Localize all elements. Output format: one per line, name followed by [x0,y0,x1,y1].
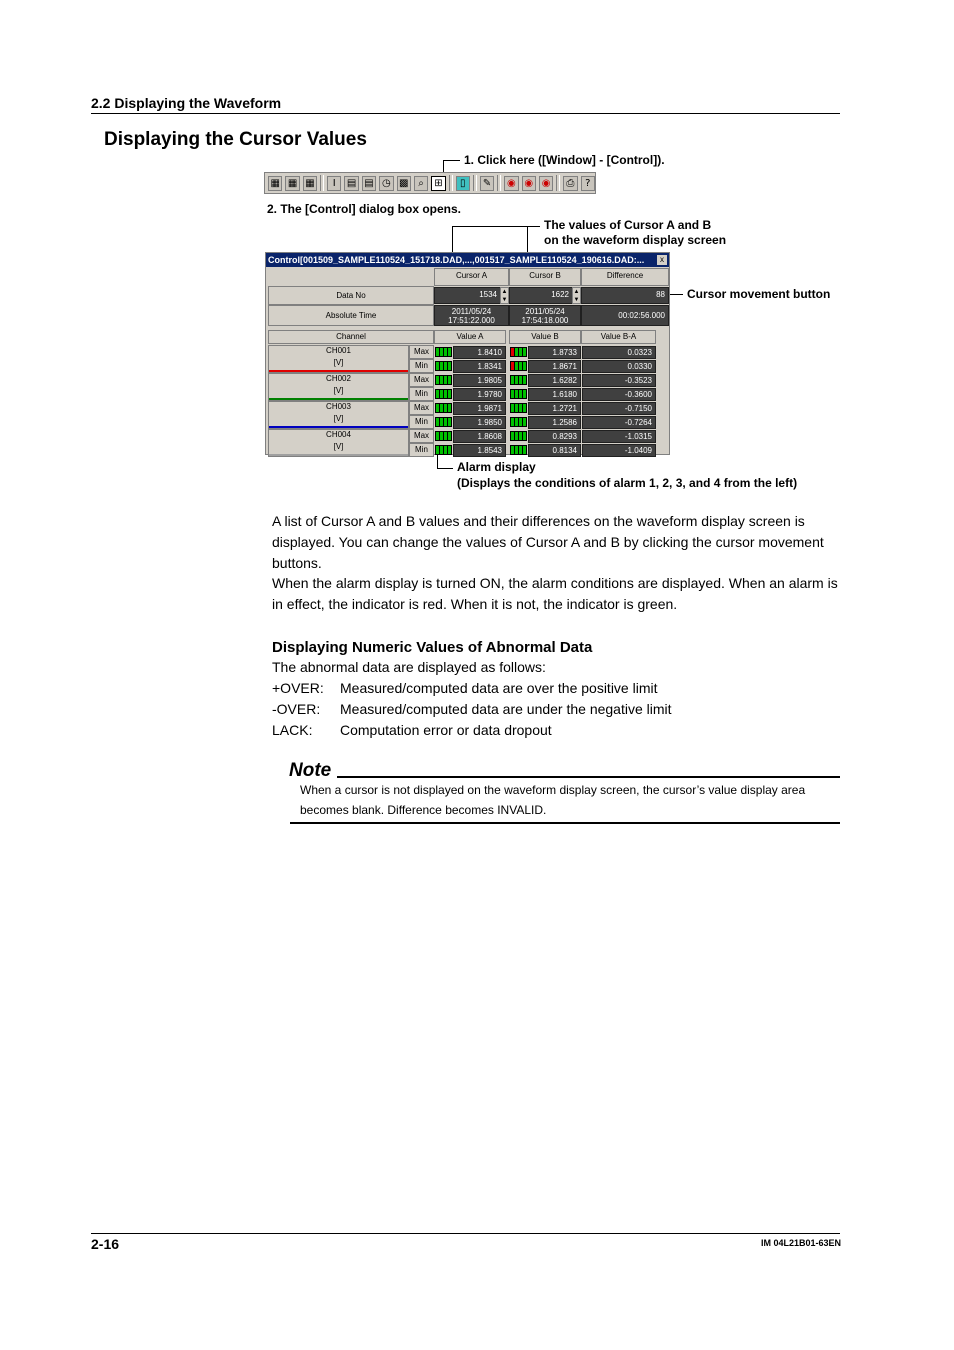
alarm-indicator-a [435,431,452,441]
abnormal-term: LACK: [272,722,313,738]
channel-name: CH004 [326,430,351,439]
max-label: Max [409,429,434,443]
value-a: 1.8608 [453,430,506,443]
min-label: Min [409,387,434,401]
layout-3-icon[interactable]: ▦ [303,176,317,191]
value-diff: -0.7264 [582,416,656,429]
abs-time-b-time: 17:54:18.000 [521,316,569,325]
callout-cursor-values-2: on the waveform display screen [544,233,727,247]
max-label: Max [409,373,434,387]
layout-1-icon[interactable]: ▦ [268,176,282,191]
value-a: 1.9805 [453,374,506,387]
page-title: Displaying the Cursor Values [104,129,367,150]
control-window-icon[interactable]: ⊞ [431,176,445,191]
value-a: 1.8341 [453,360,506,373]
note-top-rule [337,776,840,778]
col-header-difference: Difference [581,268,669,286]
abnormal-term: -OVER: [272,701,321,717]
note-text: When a cursor is not displayed on the waveform display screen, the cursor’s value display area becomes blank. Difference becomes INVALID. [300,783,806,817]
value-diff: 0.0323 [582,346,656,359]
value-diff: -0.7150 [582,402,656,415]
paragraph-2: When the alarm display is turned ON, the alarm conditions are displayed. When an alarm is in effect, the indicator is red. When it is not, the indicator is green. [272,575,838,612]
alarm-indicator-a [435,375,452,385]
cursor-a-spin-button[interactable]: ▲ ▼ [501,289,508,303]
abnormal-desc: Measured/computed data are over the positive limit [340,680,658,696]
doc-number: IM 04L21B01-63EN [760,1238,841,1248]
toolbar-separator [473,175,477,191]
abs-time-a-time: 17:51:22.000 [448,316,495,325]
channel-color-line [269,454,408,456]
alarm-indicator-a [435,389,452,399]
channel-name: CH001 [326,346,351,355]
footer-rule [91,1233,840,1234]
abs-time-b-date: 2011/05/24 [525,307,565,316]
value-diff: 0.0330 [582,360,656,373]
abnormal-item [272,678,844,699]
alarm-indicator-a [435,403,452,413]
abnormal-desc: Measured/computed data are under the negative limit [340,701,672,717]
abnormal-item [272,720,844,741]
callout-step1: 1. Click here ([Window] - [Control]). [464,153,665,167]
abs-time-a-date: 2011/05/24 [451,307,492,316]
note-bottom-rule [290,822,840,824]
dialog-title: Control[001509_SAMPLE110524_151718.DAD,...,001517_SAMPLE110524_190616.DAD:... [266,253,669,267]
toolbar [264,172,596,194]
abs-time-b [509,305,581,326]
alarm-indicator-b [510,361,527,371]
header-rule [91,113,840,114]
max-label: Max [409,345,434,359]
callout-cursor-values-1: The values of Cursor A and B [544,218,712,232]
alarm-indicator-b [510,375,527,385]
cursor-icon[interactable]: I [327,176,341,191]
section-header: 2.2 Displaying the Waveform [91,95,282,111]
value-diff: -1.0409 [582,444,656,457]
search-icon[interactable]: ⌕ [414,176,428,191]
leader-line [437,468,453,469]
record-orange-icon[interactable]: ◉ [522,176,536,191]
callout-alarm-2: (Displays the conditions of alarm 1, 2, 3, and 4 from the left) [457,476,798,490]
value-a: 1.9871 [453,402,506,415]
value-diff: -0.3600 [582,388,656,401]
paragraph-1: A list of Cursor A and B values and their differences on the waveform display screen is displayed. You can change the values of Cursor A and B by clicking the cursor movement buttons. [272,513,824,571]
value-b: 1.8671 [528,360,581,373]
value-a: 1.9850 [453,416,506,429]
alarm-indicator-b [510,389,527,399]
value-a: 1.8410 [453,346,506,359]
leader-line [443,160,460,161]
callout-step2: 2. The [Control] dialog box opens. [267,202,461,216]
value-b: 1.2721 [528,402,581,415]
channel-unit: [V] [333,386,344,395]
value-b: 1.6282 [528,374,581,387]
print-icon[interactable]: ⎙ [563,176,577,191]
clock-icon[interactable]: ◷ [379,176,393,191]
film-icon[interactable]: ▤ [344,176,358,191]
abnormal-item [272,699,844,720]
toolbar-separator [497,175,501,191]
min-label: Min [409,443,434,457]
layout-2-icon[interactable]: ▦ [285,176,299,191]
callout-cursor-button: Cursor movement button [687,287,831,301]
value-b-header: Value B [509,330,581,344]
callout-alarm-1: Alarm display [457,460,536,474]
abnormal-intro: The abnormal data are displayed as follows: [272,659,546,675]
leader-line [437,455,438,468]
channel-color-line [269,370,408,372]
channel-color-line [269,426,408,428]
alarm-indicator-b [510,431,527,441]
min-label: Min [409,415,434,429]
col-header-cursor-b: Cursor B [509,268,581,286]
value-a-header: Value A [434,330,506,344]
toolbar-separator [320,175,324,191]
abs-time-diff: 00:02:56.000 [581,305,669,326]
subheading: Displaying Numeric Values of Abnormal Data [272,639,593,656]
value-ba-header: Value B-A [581,330,656,344]
value-b: 1.8733 [528,346,581,359]
channel-unit: [V] [333,358,344,367]
alarm-indicator-b [510,403,527,413]
abnormal-desc: Computation error or data dropout [340,722,552,738]
alarm-indicator-b [510,347,527,357]
channel-unit: [V] [333,414,344,423]
close-icon[interactable]: x [657,255,667,265]
scale-icon[interactable]: ▯ [456,176,470,191]
value-b: 1.6180 [528,388,581,401]
alarm-indicator-a [435,361,452,371]
alarm-indicator-b [510,445,527,455]
value-diff: -0.3523 [582,374,656,387]
record-icon[interactable]: ◉ [539,176,553,191]
channel-unit: [V] [333,442,344,451]
channel-color-line [269,398,408,400]
alarm-indicator-a [435,445,452,455]
data-no-a: 1534 [434,287,501,304]
min-label: Min [409,359,434,373]
max-label: Max [409,401,434,415]
data-no-b: 1622 [509,287,573,304]
alarm-indicator-a [435,347,452,357]
toolbar-separator [449,175,453,191]
col-header-cursor-a: Cursor A [434,268,509,286]
note-title: Note [289,760,332,781]
control-dialog [265,252,670,455]
abnormal-term: +OVER: [272,680,324,696]
value-diff: -1.0315 [582,430,656,443]
channel-name: CH003 [326,402,351,411]
grid-icon[interactable]: ▩ [397,176,411,191]
value-b: 1.2586 [528,416,581,429]
help-icon[interactable]: ? [581,176,595,191]
data-no-diff: 88 [581,287,669,304]
value-a: 1.9780 [453,388,506,401]
value-b: 0.8293 [528,430,581,443]
value-a: 1.8543 [453,444,506,457]
data-no-label: Data No [268,286,434,305]
channel-name: CH002 [326,374,351,383]
alarm-indicator-a [435,417,452,427]
abs-time-label: Absolute Time [268,305,434,326]
abs-time-a [434,305,509,326]
list-icon[interactable]: ▤ [362,176,376,191]
value-b: 0.8134 [528,444,581,457]
record-red-icon[interactable]: ◉ [504,176,518,191]
cursor-b-spin-button[interactable]: ▲ ▼ [573,289,580,303]
toolbar-separator [556,175,560,191]
pen-icon[interactable]: ✎ [480,176,494,191]
channel-header: Channel [268,330,434,344]
alarm-indicator-b [510,417,527,427]
page-number: 2-16 [91,1236,120,1252]
